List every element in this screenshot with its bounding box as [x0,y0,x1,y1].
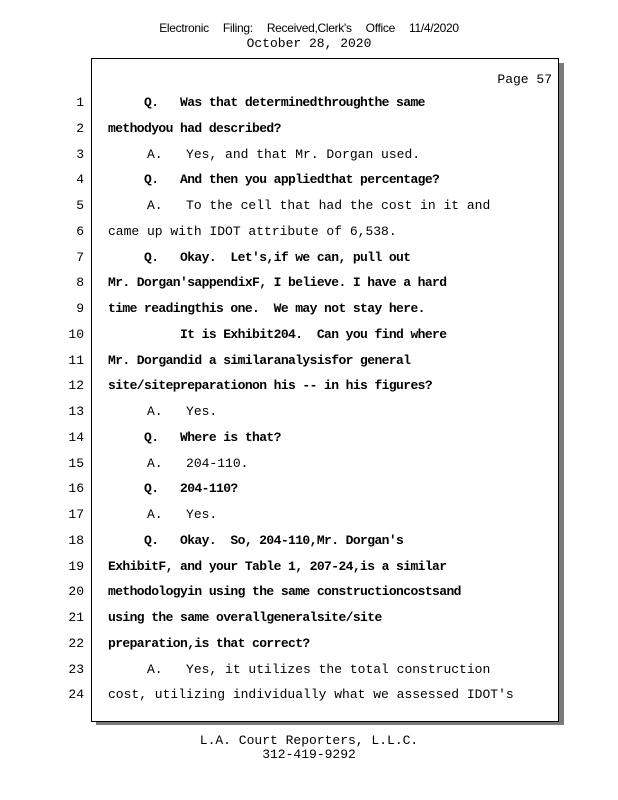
filing-stamp-part: Received,Clerk's [266,21,352,35]
transcript-line: Q. Okay. So, 204-110,Mr. Dorgan's [108,532,404,548]
filing-stamp [0,21,618,35]
reporter-phone: 312-419-9292 [262,747,356,762]
transcript-line: A. 204-110. [108,455,249,471]
line-number: 11 [68,352,84,368]
transcript-line: A. Yes. [108,404,218,419]
line-number: 20 [68,584,84,600]
transcript-line: Mr. Dorgan'sappendixF, I believe. I have a hard [108,275,447,291]
transcript-line: A. Yes. [108,507,218,522]
line-number: 4 [76,172,84,188]
transcript-date: October 28, 2020 [246,36,372,51]
transcript-line: Q. Okay. Let's,if we can, pull out [108,249,411,265]
transcript-line: A. To the cell that had the cost in it and [108,198,491,213]
line-number: 8 [76,275,84,291]
line-number: 18 [68,532,84,548]
line-number: 24 [68,687,84,703]
transcript-line: Q. And then you appliedthat percentage? [108,172,440,188]
line-number: 15 [68,455,84,471]
transcript-line: A. Yes, and that Mr. Dorgan used. [108,146,421,162]
filing-stamp-part: 11/4/2020 [409,21,459,35]
page-number: Page 57 [497,72,552,87]
line-number: 5 [76,198,84,213]
transcript-line: came up with IDOT attribute of 6,538. [108,223,397,239]
line-number: 22 [68,635,84,651]
transcript-line: A. Yes, it utilizes the total construction [108,661,491,677]
line-number: 1 [76,95,84,110]
line-number: 17 [68,507,84,522]
line-number: 13 [68,404,84,419]
filing-stamp-part: Electronic [159,21,209,35]
line-number: 9 [76,301,84,316]
line-number: 19 [68,558,84,574]
line-number: 23 [68,661,84,677]
transcript-line: ExhibitF, and your Table 1, 207-24,is a similar [108,558,447,574]
transcript-line: using the same overallgeneralsite/site [108,610,382,625]
filing-stamp-part: Office [365,21,395,35]
transcript-line: cost, utilizing individually what we assessed IDOT's [108,687,514,703]
transcript-line: time readingthis one. We may not stay here. [108,301,425,316]
transcript-line: Mr. Dorgandid a similaranalysisfor general [108,352,411,368]
line-number: 6 [76,223,84,239]
line-number: 2 [76,120,84,136]
transcript-line: methodologyin using the same constructioncostsand [108,584,461,600]
transcript-line: Q. Where is that? [108,429,281,445]
line-number: 14 [68,429,84,445]
transcript-line: methodyou had described? [108,120,281,136]
line-number: 7 [76,249,84,265]
transcript-line: Q. 204-110? [108,481,238,497]
line-number: 10 [68,326,84,342]
transcript-line: site/sitepreparationon his -- in his figures? [108,378,433,394]
filing-stamp-part: Filing: [222,21,253,35]
line-number: 21 [68,610,84,625]
transcript-line: preparation,is that correct? [108,635,310,651]
line-number: 3 [76,146,84,162]
reporter-company: L.A. Court Reporters, L.L.C. [199,733,419,748]
line-number: 16 [68,481,84,497]
transcript-line: Q. Was that determinedthroughthe same [108,95,425,110]
transcript-line: It is Exhibit204. Can you find where [108,326,447,342]
line-number: 12 [68,378,84,394]
